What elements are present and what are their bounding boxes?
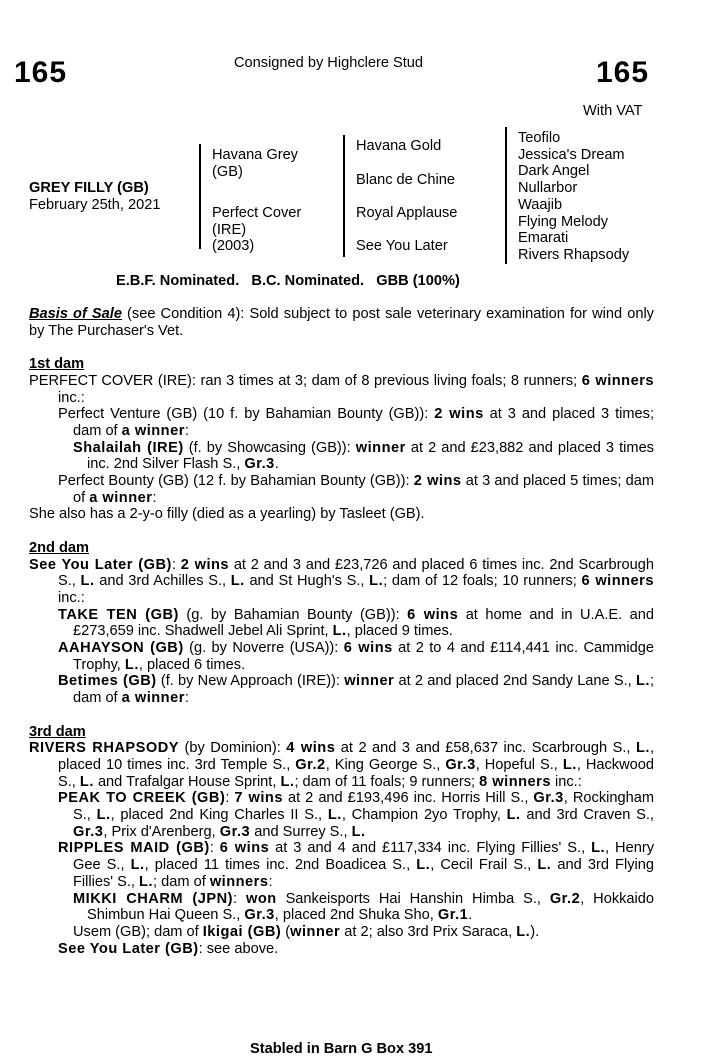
third-dam-intro: RIVERS RHAPSODY (by Dominion): 4 wins at 2 and 3 and £58,637 inc. Scarbrough S., L., placed 10 times inc. 3rd Temple S., Gr.2, King George S., Gr.3, Hopeful S., L., Hackwood S., L. and Trafalgar House Sprint, L.; dam of 11 foals; 9 runners; 8 winners inc.:	[29, 740, 654, 790]
sire: Havana Grey (GB)	[212, 147, 298, 180]
catalogue-body	[29, 306, 654, 957]
dam-sire: Royal Applause	[356, 205, 458, 221]
second-dam-heading: 2nd dam	[29, 539, 90, 556]
consignor: Consigned by Highclere Stud	[234, 55, 424, 71]
basis-of-sale: Basis of Sale (see Condition 4): Sold subject to post sale veterinary examination for wind only by The Purchaser's Vet.	[29, 306, 654, 339]
horse-name: GREY FILLY (GB)	[29, 180, 149, 196]
first-dam-note: She also has a 2-y-o filly (died as a yearling) by Tasleet (GB).	[29, 506, 425, 523]
dam: Perfect Cover (IRE) (2003)	[212, 205, 302, 255]
second-dam-intro: See You Later (GB): 2 wins at 2 and 3 and £23,726 and placed 6 times inc. 2nd Scarbrough S., L. and 3rd Achilles S., L. and St Hugh's S., L.; dam of 12 foals; 10 runners; 6 winners inc.:	[29, 556, 654, 606]
third-dam-grandproduce-2: Usem (GB); dam of Ikigai (GB) (winner at 2; also 3rd Prix Saraca, L.).	[73, 923, 540, 940]
vat-status: With VAT	[583, 103, 643, 119]
stabling-location: Stabled in Barn G Box 391	[250, 1041, 433, 1057]
pedigree-divider-3	[505, 127, 507, 264]
sire-sire: Havana Gold	[356, 138, 442, 154]
first-dam-heading: 1st dam	[29, 356, 85, 373]
lot-number-right: 165	[596, 56, 650, 89]
pedigree-divider-2	[343, 135, 345, 257]
third-dam-produce-3: See You Later (GB): see above.	[58, 940, 279, 957]
pedigree-divider-1	[199, 144, 201, 249]
third-dam-produce-1: PEAK TO CREEK (GB): 7 wins at 2 and £193,496 inc. Horris Hill S., Gr.3, Rockingham S., L., placed 2nd King Charles II S., L., Champion 2yo Trophy, L. and 3rd Craven S., Gr.3, Prix d'Arenberg, Gr.3 and Surrey S., L.	[58, 790, 654, 840]
second-dam-produce-1: TAKE TEN (GB) (g. by Bahamian Bounty (GB)): 6 wins at home and in U.A.E. and £273,659 inc. Shadwell Jebel Ali Sprint, L., placed 9 times.	[58, 606, 655, 640]
lot-number-left: 165	[14, 56, 68, 89]
first-dam-produce-1: Perfect Venture (GB) (10 f. by Bahamian Bounty (GB)): 2 wins at 3 and placed 3 times; dam of a winner:	[58, 406, 655, 439]
first-dam-grandproduce: Shalailah (IRE) (f. by Showcasing (GB)): winner at 2 and £23,882 and placed 3 times inc. 2nd Silver Flash S., Gr.3.	[73, 439, 654, 473]
dam-dam: See You Later	[356, 238, 448, 254]
second-dam-produce-2: AAHAYSON (GB) (g. by Noverre (USA)): 6 wins at 2 to 4 and £114,441 inc. Cammidge Trophy, L., placed 6 times.	[58, 640, 655, 673]
nominations: E.B.F. Nominated. B.C. Nominated. GBB (100%)	[116, 273, 460, 289]
third-dam-heading: 3rd dam	[29, 723, 86, 740]
first-dam-intro: PERFECT COVER (IRE): ran 3 times at 3; dam of 8 previous living foals; 8 runners; 6 winners inc.:	[29, 372, 655, 406]
third-dam-produce-2: RIPPLES MAID (GB): 6 wins at 3 and 4 and £117,334 inc. Flying Fillies' S., L., Henry Gee S., L., placed 11 times inc. 2nd Boadicea S., L., Cecil Frail S., L. and 3rd Flying Fillies' S., L.; dam of winners:	[58, 840, 654, 890]
third-dam-grandproduce-1: MIKKI CHARM (JPN): won Sankeisports Hai Hanshin Himba S., Gr.2, Hokkaido Shimbun Hai Queen S., Gr.3, placed 2nd Shuka Sho, Gr.1.	[73, 890, 654, 924]
second-dam-produce-3: Betimes (GB) (f. by New Approach (IRE)): winner at 2 and placed 2nd Sandy Lane S., L.; dam of a winner:	[58, 673, 654, 707]
sire-dam: Blanc de Chine	[356, 172, 455, 188]
pedigree-gen3: Teofilo Jessica's Dream Dark Angel Nullarbor Waajib Flying Melody Emarati Rivers Rhapsody	[518, 130, 630, 263]
foaling-date: February 25th, 2021	[29, 197, 161, 213]
first-dam-produce-2: Perfect Bounty (GB) (12 f. by Bahamian Bounty (GB)): 2 wins at 3 and placed 5 times; dam of a winner:	[58, 473, 655, 506]
